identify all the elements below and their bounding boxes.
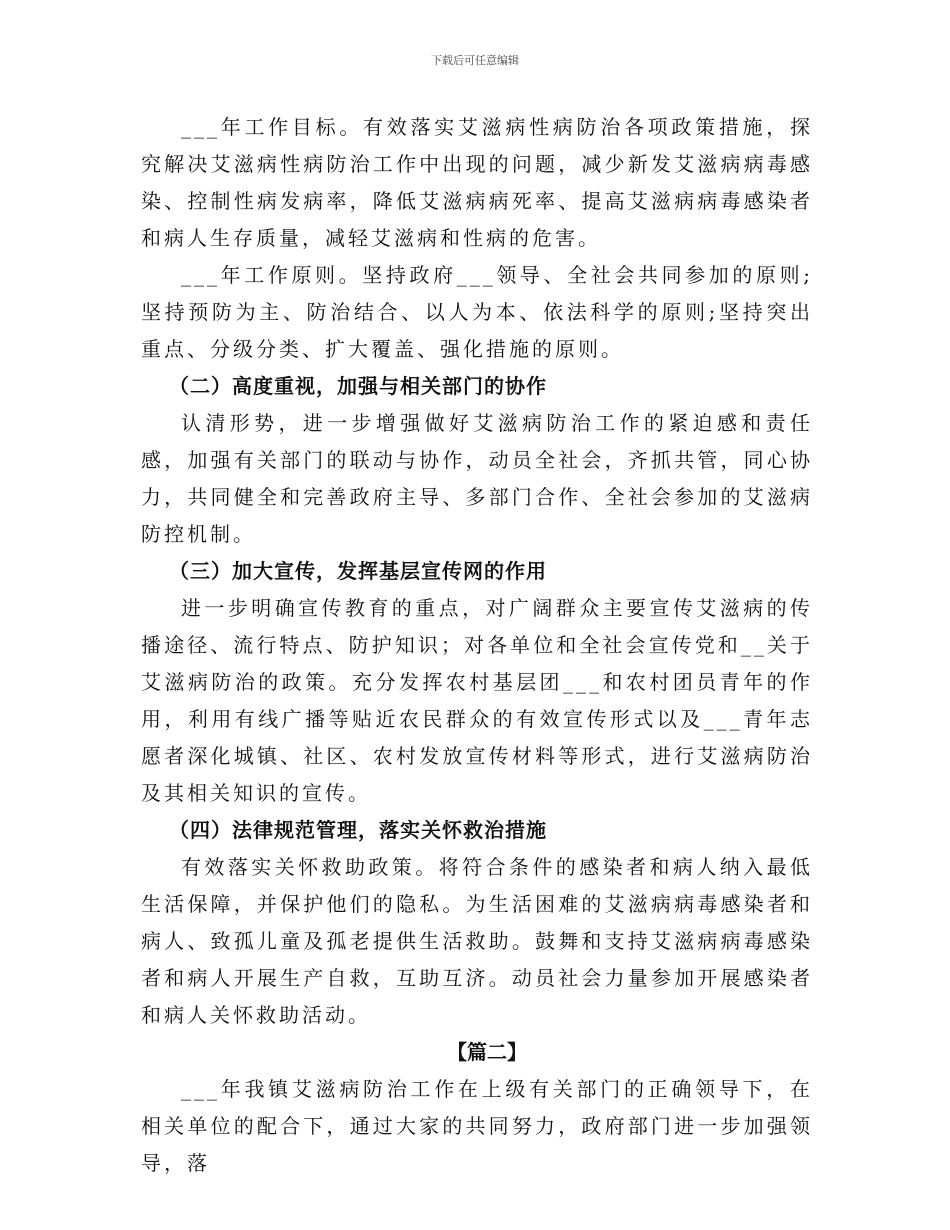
- section-heading-4: （四）法律规范管理，落实关怀救治措施: [169, 818, 547, 842]
- document-body: [141, 109, 813, 1182]
- page-header: 下载后可任意编辑: [431, 54, 519, 67]
- paragraph-cooperation: 认清形势，进一步增强做好艾滋病防治工作的紧迫感和责任感，加强有关部门的联动与协作，动员全社会，齐抓共管，同心协力，共同健全和完善政府主导、多部门合作、全社会参加的艾滋病防控机制。: [141, 411, 813, 546]
- section-heading-3: （三）加大宣传，发挥基层宣传网的作用: [169, 559, 547, 583]
- paragraph-work-principle: ___年工作原则。坚持政府___领导、全社会共同参加的原则;坚持预防为主、防治结合、以人为本、依法科学的原则;坚持突出重点、分级分类、扩大覆盖、强化措施的原则。: [141, 263, 813, 361]
- section-heading-2: （二）高度重视，加强与相关部门的协作: [169, 374, 547, 398]
- paragraph-part-two-intro: ___年我镇艾滋病防治工作在上级有关部门的正确领导下，在相关单位的配合下，通过大家的共同努力，政府部门进一步加强领导，落: [141, 1077, 813, 1175]
- paragraph-work-goal: ___年工作目标。有效落实艾滋病性病防治各项政策措施，探究解决艾滋病性病防治工作中出现的问题，减少新发艾滋病病毒感染、控制性病发病率，降低艾滋病病死率、提高艾滋病病毒感染者和病人生存质量，减轻艾滋病和性病的危害。: [141, 115, 813, 250]
- paragraph-publicity: 进一步明确宣传教育的重点，对广阔群众主要宣传艾滋病的传播途径、流行特点、防护知识；对各单位和全社会宣传党和__关于艾滋病防治的政策。充分发挥农村基层团___和农村团员青年的作用，利用有线广播等贴近农民群众的有效宣传形式以及___青年志愿者深化城镇、社区、农村发放宣传材料等形式，进行艾滋病防治及其相关知识的宣传。: [141, 596, 813, 805]
- paragraph-care-measures: 有效落实关怀救助政策。将符合条件的感染者和病人纳入最低生活保障，并保护他们的隐私。为生活困难的艾滋病病毒感染者和病人、致孤儿童及孤老提供生活救助。鼓舞和支持艾滋病病毒感染者和病人开展生产自救，互助互济。动员社会力量参加开展感染者和病人关怀救助活动。: [141, 855, 813, 1027]
- part-two-title: 【篇二】: [447, 1040, 527, 1064]
